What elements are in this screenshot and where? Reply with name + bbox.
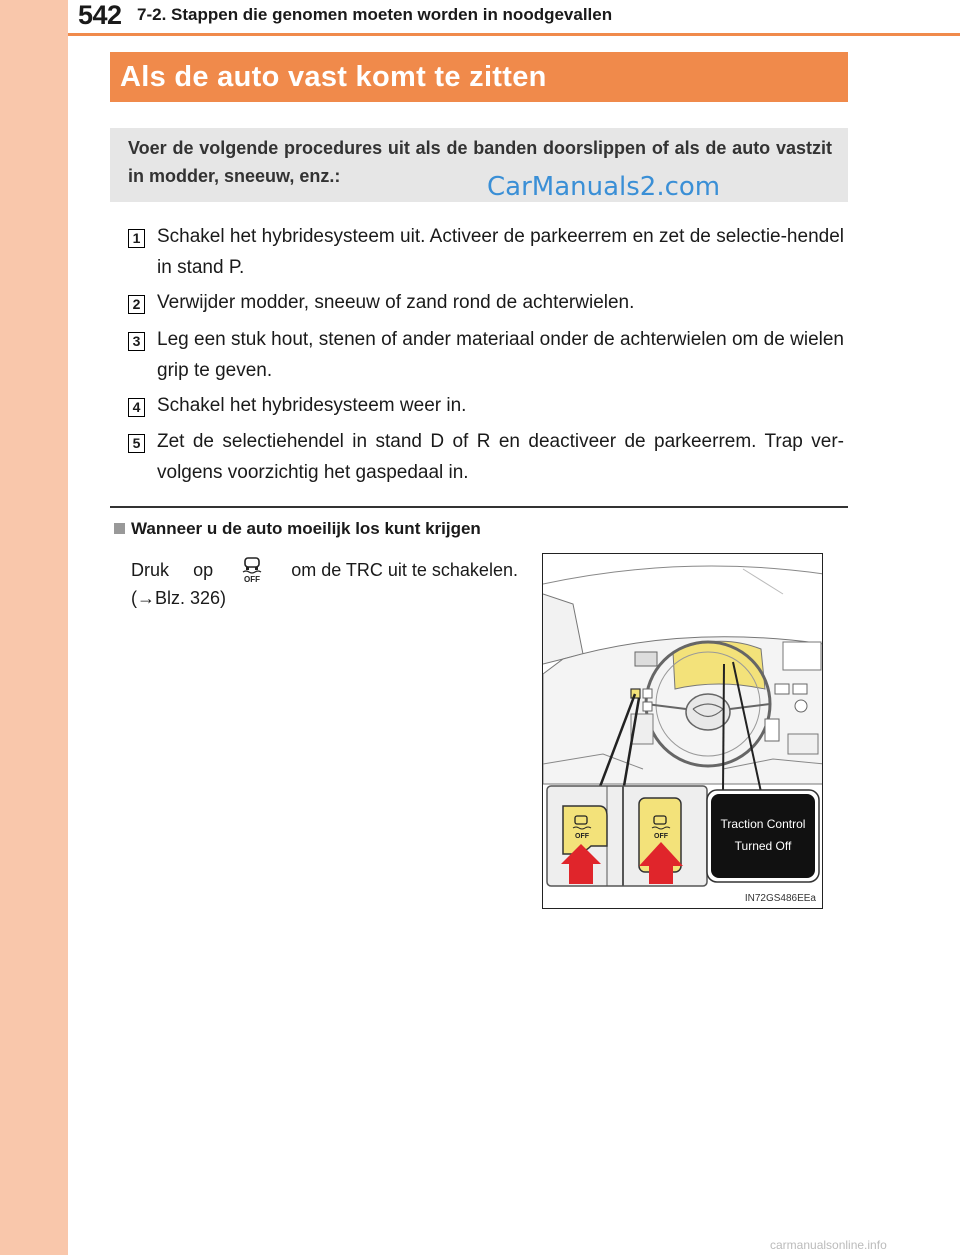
section-title: Als de auto vast komt te zitten: [110, 52, 848, 102]
dashboard-illustration: [543, 554, 823, 909]
page-number: 542: [78, 0, 122, 30]
display-line-2: Turned Off: [734, 839, 792, 853]
dashboard-figure: [542, 553, 823, 909]
intro-text: Voer de volgende procedures uit als de banden doorslippen of als de auto vastzit in modder, sneeuw, enz.:: [128, 138, 832, 186]
watermark: CarManuals2.com: [487, 172, 721, 202]
step-number: 2: [128, 295, 145, 314]
subsection-heading: Wanneer u de auto moeilijk los kunt krijgen: [114, 519, 481, 539]
druk-word: Druk: [131, 560, 170, 580]
after-icon-text: om de TRC uit te schakelen.: [291, 560, 518, 580]
page-sidebar: [0, 0, 68, 1255]
figure-code: IN72GS486EEa: [744, 893, 816, 904]
svg-text:OFF: OFF: [244, 575, 261, 584]
step-text: Schakel het hybridesysteem uit. Activeer de parkeerrem en zet de selectie-hendel in stand P.: [157, 226, 844, 278]
step-number: 4: [128, 398, 145, 417]
step-number: 3: [128, 332, 145, 351]
step-text: Leg een stuk hout, stenen of ander materiaal onder de achterwielen om de wielen grip te geven.: [157, 329, 844, 381]
svg-text:OFF: OFF: [654, 833, 668, 840]
display-line-1: Traction Control: [720, 817, 806, 831]
step-number: 1: [128, 229, 145, 248]
intro-box: [110, 128, 848, 202]
op-word: op: [193, 560, 214, 580]
step-text: Verwijder modder, sneeuw of zand rond de achterwielen.: [157, 292, 635, 313]
traction-control-off-icon: [237, 556, 267, 584]
step-number: 5: [128, 434, 145, 453]
chapter-title: 7-2. Stappen die genomen moeten worden in noodgevallen: [137, 5, 613, 24]
step-text: Zet de selectiehendel in stand D of R en deactiveer de parkeerrem. Trap ver-volgens voorzichtig het gaspedaal in.: [157, 431, 844, 483]
step-text: Schakel het hybridesysteem weer in.: [157, 395, 467, 416]
trc-instruction: [131, 556, 518, 612]
square-bullet-icon: [114, 523, 125, 534]
section-divider: [110, 506, 848, 508]
header-rule: [68, 33, 960, 36]
svg-text:OFF: OFF: [575, 833, 589, 840]
footer-url[interactable]: carmanualsonline.info: [770, 1238, 887, 1252]
page-reference: (→Blz. 326): [131, 588, 227, 608]
